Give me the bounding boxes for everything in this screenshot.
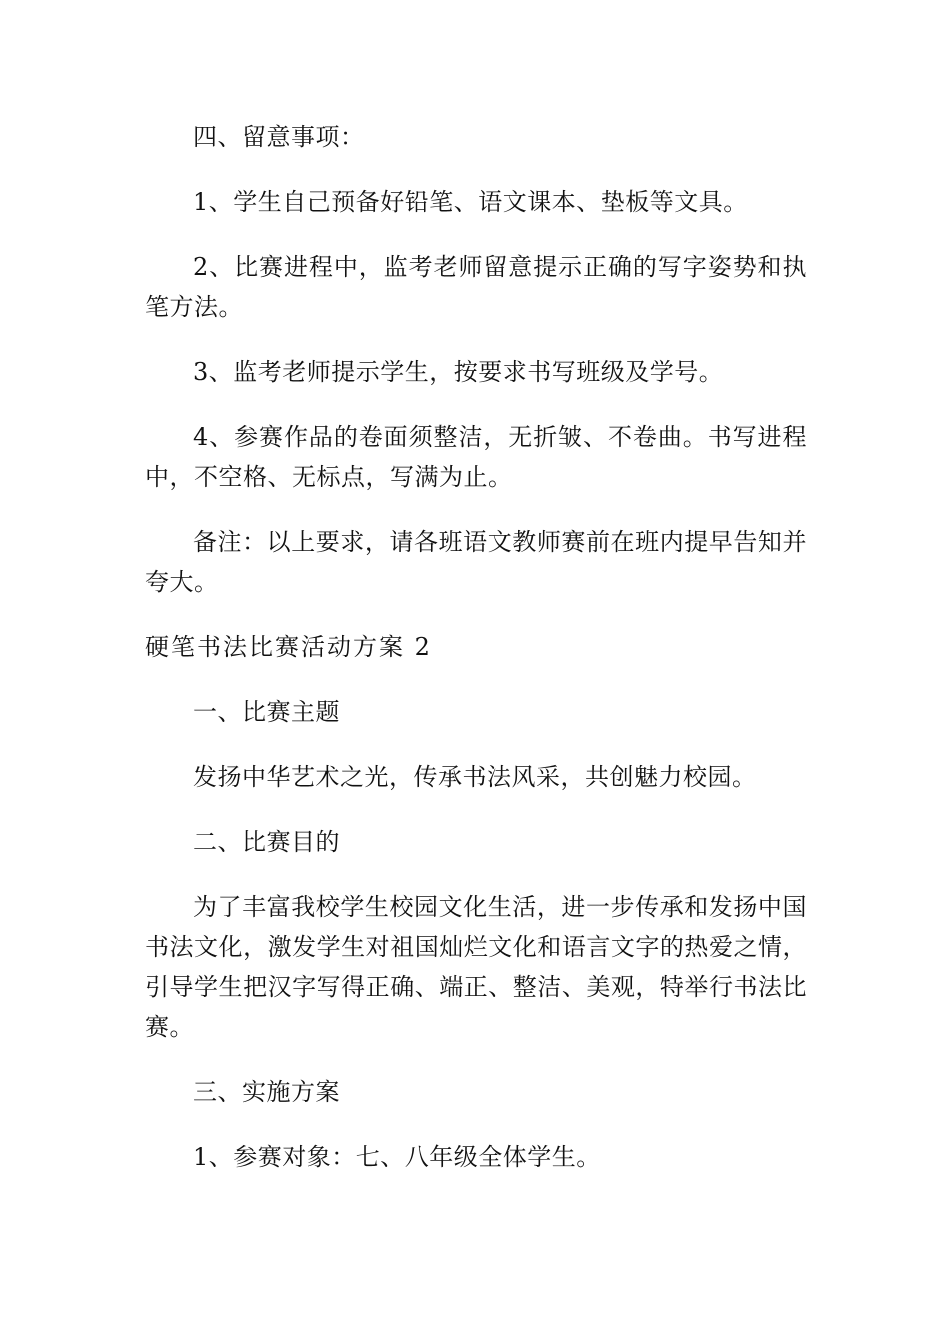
paragraph-item-2: 2、比赛进程中，监考老师留意提示正确的写字姿势和执笔方法。	[145, 253, 807, 321]
section-heading-theme: 一、比赛主题	[193, 698, 340, 726]
document-body	[145, 117, 807, 1202]
paragraph-theme: 发扬中华艺术之光，传承书法风采，共创魅力校园。	[193, 763, 757, 791]
document-title: 硬笔书法比赛活动方案 2	[145, 633, 432, 661]
paragraph-item-3: 3、监考老师提示学生，按要求书写班级及学号。	[193, 358, 724, 386]
paragraph-purpose: 为了丰富我校学生校园文化生活，进一步传承和发扬中国书法文化，激发学生对祖国灿烂文化和语言文字的热爱之情，引导学生把汉字写得正确、端正、整洁、美观，特举行书法比赛。	[145, 893, 807, 1041]
section-heading-plan: 三、实施方案	[193, 1078, 340, 1106]
section-heading-precautions: 四、留意事项：	[193, 123, 365, 151]
paragraph-note: 备注：以上要求，请各班语文教师赛前在班内提早告知并夸大。	[145, 528, 807, 596]
paragraph-item-4: 4、参赛作品的卷面须整洁，无折皱、不卷曲。书写进程中，不空格、无标点，写满为止。	[145, 423, 807, 491]
paragraph-participants: 1、参赛对象：七、八年级全体学生。	[193, 1143, 601, 1171]
paragraph-item-1: 1、学生自己预备好铅笔、语文课本、垫板等文具。	[193, 188, 748, 216]
section-heading-purpose: 二、比赛目的	[193, 828, 340, 856]
